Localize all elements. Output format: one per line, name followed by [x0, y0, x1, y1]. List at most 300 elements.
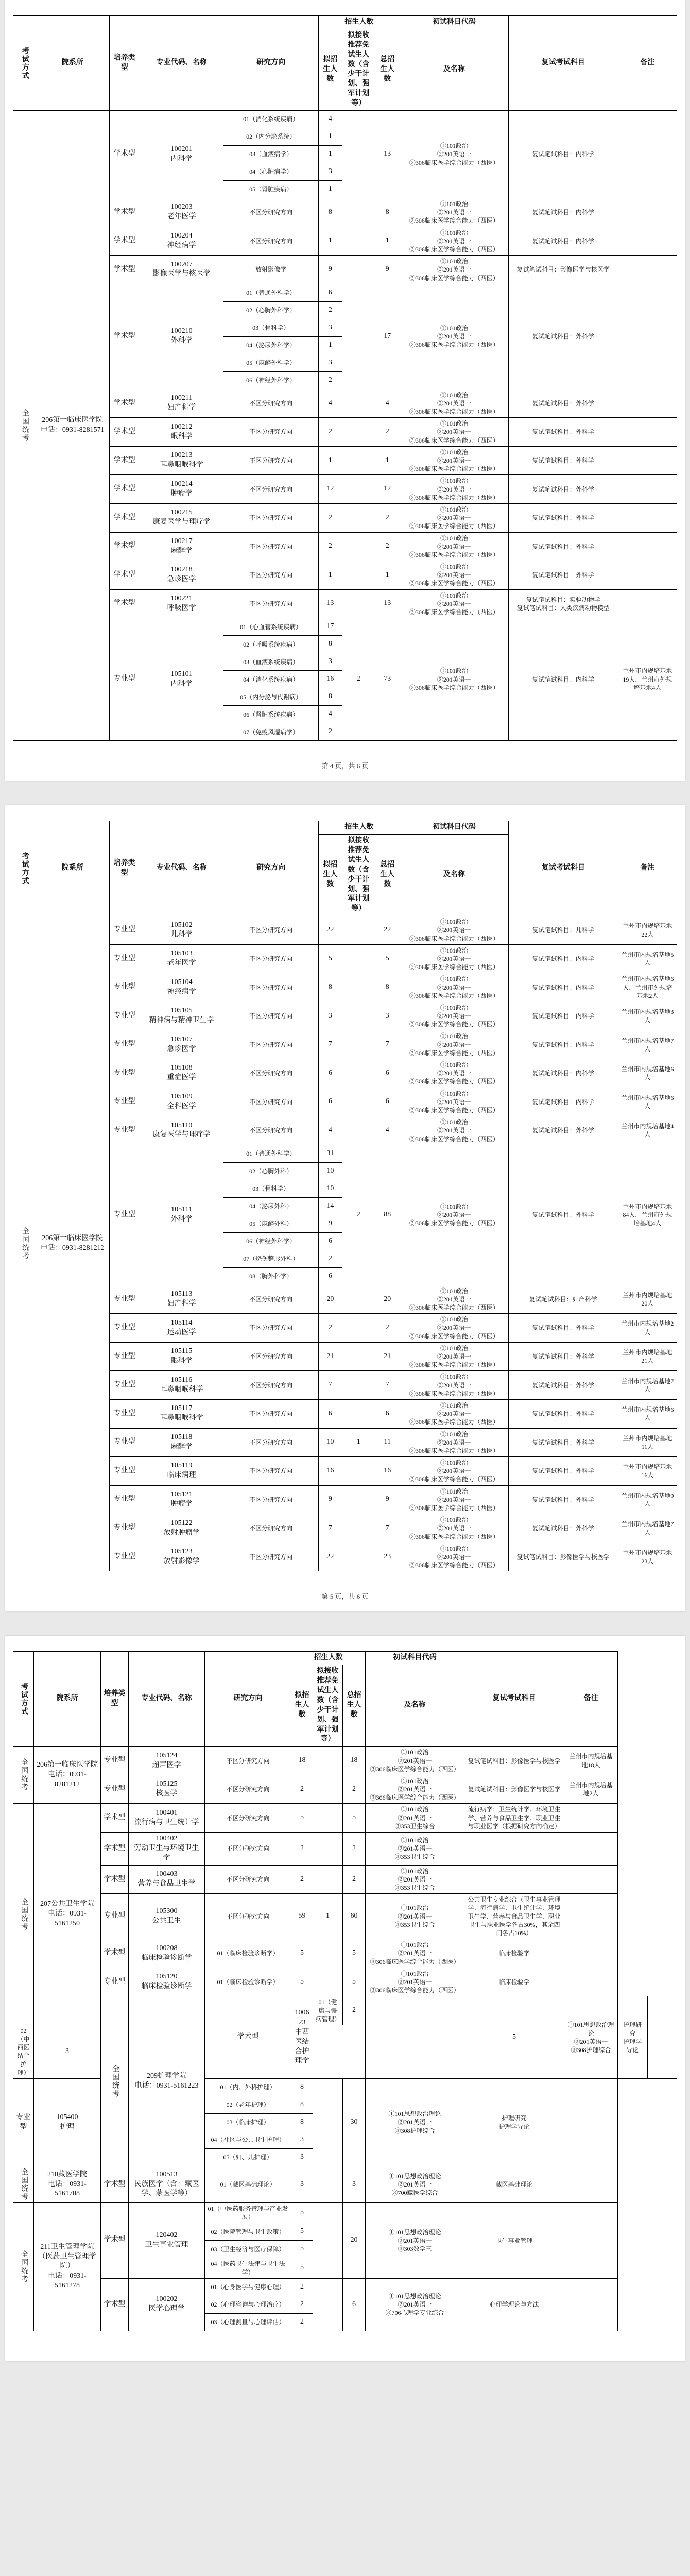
remarks-cell: [618, 475, 677, 504]
direction-cell: 不区分研究方向: [205, 1804, 291, 1833]
exam-subjects-cell: ①101政治 ②201英语一 ③306临床医学综合能力（西医）: [400, 561, 508, 590]
retest-cell: 复试笔试科目：内科学: [508, 227, 618, 256]
direction-cell: 不区分研究方向: [223, 446, 318, 475]
type-cell: 学术型: [109, 503, 140, 532]
plan-cell: 2: [318, 723, 342, 741]
direction-cell: 04（医药卫生法律与卫生法学）: [205, 2258, 291, 2278]
header-direction: 研究方向: [223, 821, 318, 916]
direction-cell: 06（肾脏系统疾病）: [223, 706, 318, 723]
type-cell: 学术型: [109, 256, 140, 284]
direction-cell: 不区分研究方向: [223, 389, 318, 418]
total-cell: 6: [375, 1399, 400, 1428]
remarks-cell: [564, 1939, 618, 1968]
direction-cell: 04（心脏病学）: [223, 163, 318, 181]
retest-cell: 护理研究 护理学导论: [464, 2079, 564, 2166]
plan-cell: 5: [291, 2258, 313, 2278]
retest-cell: 复试笔试科目：内科学: [508, 1030, 618, 1059]
exam-subjects-cell: ①101思想政治理论 ②201英语一 ③706心理学专业综合: [366, 2278, 464, 2331]
exam-subjects-cell: ①101思想政治理论 ②201英语一 ③308护理综合: [564, 1996, 618, 2079]
direction-cell: 不区分研究方向: [223, 1543, 318, 1571]
plan-cell: 5: [291, 2203, 313, 2223]
direction-cell: 04（泌尿外科学）: [223, 336, 318, 354]
direction-cell: 04（消化系统疾病）: [223, 671, 318, 688]
direction-cell: 04（泌尿外科）: [223, 1197, 318, 1215]
direction-cell: 不区分研究方向: [223, 1059, 318, 1088]
exempt-cell: [342, 973, 375, 1002]
direction-cell: 08（胸外科学）: [223, 1267, 318, 1285]
remarks-cell: [618, 418, 677, 447]
remarks-cell: [564, 2278, 618, 2331]
type-cell: 专业型: [101, 1747, 129, 1775]
exam-mode-cell: 全国统考: [13, 1804, 34, 2025]
major-cell: 100401 流行病与卫生统计学: [129, 1804, 205, 1833]
total-cell: 3: [343, 2166, 366, 2203]
direction-cell: 不区分研究方向: [223, 1399, 318, 1428]
major-cell: 100221 呼吸医学: [140, 589, 223, 618]
direction-cell: 01（消化系统疾病）: [223, 111, 318, 128]
table-row: [13, 1996, 677, 2025]
direction-cell: 不区分研究方向: [223, 1485, 318, 1514]
plan-cell: 7: [318, 1030, 342, 1059]
department-cell: 206第一临床医学院 电话：0931-8281212: [34, 1747, 101, 1804]
exempt-cell: 1: [313, 1894, 343, 1939]
remarks-cell: [618, 446, 677, 475]
total-cell: 2: [375, 532, 400, 561]
remarks-cell: [564, 1968, 618, 1996]
direction-cell: 07（烧伤整形外科）: [223, 1250, 318, 1267]
exempt-cell: [313, 2203, 343, 2279]
direction-cell: 05（妇、儿护理）: [205, 2149, 291, 2166]
direction-cell: 06（神经外科学）: [223, 1232, 318, 1250]
header-department: 院系所: [36, 16, 109, 111]
remarks-cell: 兰州市内规培基地6人，兰州市外规培基地2人: [618, 973, 677, 1002]
plan-cell: 2: [291, 1865, 313, 1894]
exam-subjects-cell: ①101政治 ②201英语一 ③306临床医学综合能力（西医）: [400, 944, 508, 973]
remarks-cell: 兰州市内规培基地2人: [564, 1775, 618, 1804]
major-cell: 105118 麻醉学: [140, 1428, 223, 1457]
major-cell: 100201 内科学: [140, 111, 223, 198]
exam-mode-cell: 全国统考: [13, 2203, 34, 2331]
remarks-cell: 兰州市内规培基地22人: [618, 916, 677, 945]
major-cell: 100214 肿瘤学: [140, 475, 223, 504]
table-row: [13, 618, 677, 636]
direction-cell: 02（老年护理）: [205, 2096, 291, 2114]
header-enroll: 招生人数: [318, 821, 400, 835]
exam-subjects-cell: ①101政治 ②201英语一 ③306临床医学综合能力（西医）: [400, 532, 508, 561]
exempt-cell: [342, 1342, 375, 1371]
direction-cell: 01（中医药服务管理与产业发展）: [205, 2203, 291, 2223]
exempt-cell: [342, 561, 375, 590]
plan-cell: 5: [291, 1939, 313, 1968]
direction-cell: 不区分研究方向: [223, 227, 318, 256]
plan-cell: 9: [318, 1485, 342, 1514]
remarks-cell: [647, 1996, 677, 2079]
retest-cell: 卫生事业管理: [464, 2203, 564, 2279]
total-cell: 20: [343, 2203, 366, 2279]
direction-cell: 02（心胸外科）: [223, 1162, 318, 1180]
remarks-cell: 兰州市内规培基地20人: [618, 1285, 677, 1314]
major-cell: 105122 放射肿瘤学: [140, 1514, 223, 1543]
exam-subjects-cell: ①101政治 ②201英语一 ③306临床医学综合能力（西医）: [400, 1002, 508, 1030]
exempt-cell: [342, 1285, 375, 1314]
exempt-cell: [342, 1485, 375, 1514]
remarks-cell: 兰州市内规培基地16人: [618, 1457, 677, 1486]
header-exempt: 拟接收推荐免试生人数（含少干计划、强军计划等）: [313, 1665, 343, 1747]
header-department: 院系所: [34, 1652, 101, 1747]
header-enroll: 招生人数: [291, 1652, 366, 1665]
table-row: [13, 227, 677, 256]
plan-cell: 5: [291, 1804, 313, 1833]
table-row: [13, 1514, 677, 1543]
exempt-cell: [342, 1514, 375, 1543]
plan-cell: 59: [291, 1894, 313, 1939]
exempt-cell: [313, 1939, 343, 1968]
plan-cell: 1: [318, 336, 342, 354]
type-cell: 专业型: [109, 916, 140, 945]
plan-cell: 17: [318, 618, 342, 636]
plan-cell: 18: [291, 1747, 313, 1775]
direction-cell: 01（健康与慢病管理）: [313, 1996, 343, 2025]
remarks-cell: 兰州市内规培基地6人: [618, 1059, 677, 1088]
exam-subjects-cell: ①101政治 ②201英语一 ③353卫生综合: [366, 1804, 464, 1833]
exempt-cell: [342, 1088, 375, 1116]
retest-cell: 心理学理论与方法: [464, 2278, 564, 2331]
remarks-cell: [564, 1804, 618, 1833]
plan-cell: 2: [291, 1775, 313, 1804]
remarks-cell: [618, 589, 677, 618]
major-cell: 100213 耳鼻咽喉科学: [140, 446, 223, 475]
header-total: 总招生人数: [375, 29, 400, 110]
direction-cell: 不区分研究方向: [223, 1088, 318, 1116]
header-total: 总招生人数: [343, 1665, 366, 1747]
page-footer: 第 5 页，共 6 页: [321, 1592, 369, 1601]
total-cell: 7: [375, 1371, 400, 1400]
plan-cell: 4: [318, 1116, 342, 1145]
page-sheet: [5, 1636, 685, 2361]
header-exempt: 拟接收推荐免试生人数（含少干计划、强军计划等）: [342, 835, 375, 916]
exam-subjects-cell: ①101政治 ②201英语一 ③306临床医学综合能力（西医）: [400, 1514, 508, 1543]
exempt-cell: [342, 284, 375, 389]
total-cell: 2: [375, 1314, 400, 1343]
table-row: [13, 532, 677, 561]
direction-cell: 不区分研究方向: [223, 532, 318, 561]
retest-cell: 临床检验学: [464, 1939, 564, 1968]
exempt-cell: [313, 1804, 343, 1833]
exempt-cell: [313, 1833, 343, 1866]
type-cell: 专业型: [109, 1116, 140, 1145]
retest-cell: 复试笔试科目：外科学: [508, 1514, 618, 1543]
exempt-cell: [313, 1747, 343, 1775]
plan-cell: 3: [318, 653, 342, 671]
remarks-cell: 兰州市内规培基地2人: [618, 1314, 677, 1343]
type-cell: 学术型: [101, 2278, 129, 2331]
direction-cell: 不区分研究方向: [223, 503, 318, 532]
plan-cell: 4: [318, 706, 342, 723]
exempt-cell: [342, 111, 375, 198]
exempt-cell: [313, 1775, 343, 1804]
exam-subjects-cell: ①101思想政治理论 ②201英语一 ③308护理综合: [366, 2079, 464, 2166]
type-cell: 学术型: [101, 1865, 129, 1894]
plan-cell: 4: [318, 389, 342, 418]
direction-cell: 02（中西医结合护理）: [13, 2025, 34, 2078]
type-cell: 专业型: [13, 2079, 34, 2166]
exempt-cell: [342, 1002, 375, 1030]
exam-subjects-cell: ①101政治 ②201英语一 ③306临床医学综合能力（西医）: [400, 389, 508, 418]
exam-subjects-cell: ①101政治 ②201英语一 ③306临床医学综合能力（西医）: [400, 1485, 508, 1514]
plan-cell: 1: [318, 446, 342, 475]
type-cell: 学术型: [101, 1833, 129, 1866]
retest-cell: 复试笔试科目：外科学: [508, 503, 618, 532]
remarks-cell: 兰州市内规培基地7人: [618, 1514, 677, 1543]
type-cell: 学术型: [109, 389, 140, 418]
table-row: [13, 1002, 677, 1030]
table-row: [13, 2166, 677, 2203]
exempt-cell: [342, 1059, 375, 1088]
direction-cell: 不区分研究方向: [223, 1002, 318, 1030]
plan-cell: 2: [291, 2313, 313, 2331]
direction-cell: 01（临床检验诊断学）: [205, 1939, 291, 1968]
type-cell: 专业型: [109, 1285, 140, 1314]
type-cell: 学术型: [109, 446, 140, 475]
major-cell: 100402 劳动卫生与环境卫生学: [129, 1833, 205, 1866]
retest-cell: 复试笔试科目：外科学: [508, 1314, 618, 1343]
header-major: 专业代码、名称: [140, 821, 223, 916]
exempt-cell: [313, 2166, 343, 2203]
major-cell: 120402 卫生事业管理: [129, 2203, 205, 2279]
admissions-table: [13, 15, 677, 741]
exam-subjects-cell: ①101政治 ②201英语一 ③306临床医学综合能力（西医）: [400, 1314, 508, 1343]
remarks-cell: [564, 2079, 618, 2166]
table-row: [13, 1894, 677, 1939]
header-plan: 拟招生人数: [291, 1665, 313, 1747]
total-cell: 8: [375, 973, 400, 1002]
header-exam-subjects-sub: 及名称: [400, 29, 508, 110]
exempt-cell: [342, 916, 375, 945]
retest-cell: 复试笔试科目：内科学: [508, 1002, 618, 1030]
type-cell: 专业型: [109, 1342, 140, 1371]
direction-cell: 03（卫生经济与医疗保障）: [205, 2241, 291, 2258]
major-cell: 100623 中西医结合护理学: [291, 1996, 313, 2079]
direction-cell: 02（内分泌系统）: [223, 128, 318, 146]
header-exam-subjects: 初试科目代码: [400, 16, 508, 29]
exam-subjects-cell: ①101政治 ②201英语一 ③353卫生综合: [366, 1833, 464, 1866]
exempt-cell: [342, 589, 375, 618]
retest-cell: 复试笔试科目：外科学: [508, 418, 618, 447]
plan-cell: 14: [318, 1197, 342, 1215]
retest-cell: 复试笔试科目：外科学: [508, 1371, 618, 1400]
table-row: [13, 198, 677, 227]
table-row: [13, 475, 677, 504]
total-cell: 73: [375, 618, 400, 741]
direction-cell: 05（内分泌与代谢病）: [223, 688, 318, 706]
plan-cell: 4: [318, 111, 342, 128]
table-row: [13, 1457, 677, 1486]
plan-cell: 2: [318, 371, 342, 389]
major-cell: 100207 影像医学与核医学: [140, 256, 223, 284]
exempt-cell: [342, 418, 375, 447]
table-row: [13, 1428, 677, 1457]
table-row: [13, 1285, 677, 1314]
exempt-cell: [366, 1996, 464, 2079]
remarks-cell: [618, 256, 677, 284]
type-cell: 专业型: [101, 1775, 129, 1804]
plan-cell: 16: [318, 671, 342, 688]
plan-cell: 3: [34, 2025, 101, 2078]
type-cell: 专业型: [109, 1371, 140, 1400]
table-row: [13, 1833, 677, 1866]
total-cell: 1: [375, 561, 400, 590]
plan-cell: 1: [318, 227, 342, 256]
direction-cell: 02（呼吸系统疾病）: [223, 636, 318, 653]
plan-cell: 2: [291, 1833, 313, 1866]
retest-cell: 复试笔试科目：外科学: [508, 1116, 618, 1145]
header-plan: 拟招生人数: [318, 835, 342, 916]
plan-cell: 31: [318, 1145, 342, 1162]
exam-subjects-cell: ①101政治 ②201英语一 ③306临床医学综合能力（西医）: [400, 111, 508, 198]
header-type: 培养类型: [109, 16, 140, 111]
table-row: [13, 1342, 677, 1371]
retest-cell: 复试笔试科目：外科学: [508, 1342, 618, 1371]
exempt-cell: [342, 1399, 375, 1428]
direction-cell: 05（麻醉外科学）: [223, 354, 318, 371]
major-cell: 100403 营养与食品卫生学: [129, 1865, 205, 1894]
exempt-cell: 2: [342, 618, 375, 741]
department-cell: 206第一临床医学院 电话：0931-8281571: [36, 111, 109, 741]
plan-cell: 22: [318, 1543, 342, 1571]
remarks-cell: [618, 227, 677, 256]
remarks-cell: 兰州市内规培基地23人: [618, 1543, 677, 1571]
total-cell: 13: [375, 589, 400, 618]
remarks-cell: 兰州市内规培基地19人，兰州市外规培基地4人: [618, 618, 677, 741]
table-row: [13, 1485, 677, 1514]
major-cell: 105107 急诊医学: [140, 1030, 223, 1059]
header-exam-subjects: 初试科目代码: [400, 821, 508, 835]
remarks-cell: [564, 2166, 618, 2203]
table-row: [13, 1371, 677, 1400]
direction-cell: 05（肾脏疾病）: [223, 181, 318, 198]
exempt-cell: [342, 1543, 375, 1571]
exempt-cell: 1: [342, 1428, 375, 1457]
table-row: [13, 1399, 677, 1428]
plan-cell: 6: [318, 1399, 342, 1428]
type-cell: 专业型: [109, 1428, 140, 1457]
major-cell: 105117 耳鼻咽喉科学: [140, 1399, 223, 1428]
exam-subjects-cell: ①101政治 ②201英语一 ③306临床医学综合能力（西医）: [400, 1543, 508, 1571]
remarks-cell: 兰州市内规培基地3人: [618, 1002, 677, 1030]
direction-cell: 不区分研究方向: [223, 1285, 318, 1314]
type-cell: 专业型: [109, 1002, 140, 1030]
plan-cell: 2: [318, 503, 342, 532]
retest-cell: 复试笔试科目：外科学: [508, 389, 618, 418]
exempt-cell: [342, 389, 375, 418]
total-cell: 5: [343, 1968, 366, 1996]
total-cell: 11: [375, 1428, 400, 1457]
table-row: [13, 973, 677, 1002]
major-cell: 100212 眼科学: [140, 418, 223, 447]
direction-cell: 01（心血管系统疾病）: [223, 618, 318, 636]
total-cell: 8: [375, 198, 400, 227]
plan-cell: 8: [318, 973, 342, 1002]
plan-cell: 2: [291, 2296, 313, 2313]
direction-cell: 01（心身医学与健康心理）: [205, 2278, 291, 2296]
type-cell: 学术型: [109, 475, 140, 504]
table-row: [13, 1088, 677, 1116]
department-cell: 209护理学院 电话：0931-5161223: [129, 1996, 205, 2166]
remarks-cell: [618, 111, 677, 198]
exempt-cell: [342, 227, 375, 256]
direction-cell: 03（血液系统疾病）: [223, 653, 318, 671]
total-cell: 7: [375, 1514, 400, 1543]
exam-mode-cell: 全国统考: [13, 916, 36, 1571]
total-cell: 7: [375, 1030, 400, 1059]
header-exam-subjects: 初试科目代码: [366, 1652, 464, 1665]
exempt-cell: [313, 2278, 343, 2331]
total-cell: 4: [375, 389, 400, 418]
total-cell: 5: [464, 1996, 564, 2079]
table-row: [13, 389, 677, 418]
header-direction: 研究方向: [205, 1652, 291, 1747]
type-cell: 专业型: [109, 1485, 140, 1514]
header-exam-mode: 考试方式: [13, 821, 36, 916]
total-cell: 6: [343, 2278, 366, 2331]
remarks-cell: [564, 2203, 618, 2279]
table-row: [13, 2203, 677, 2223]
exam-subjects-cell: ①101政治 ②201英语一 ③306临床医学综合能力（西医）: [400, 227, 508, 256]
direction-cell: 不区分研究方向: [223, 1514, 318, 1543]
table-row: [13, 1116, 677, 1145]
major-cell: 100218 急诊医学: [140, 561, 223, 590]
direction-cell: 03（骨科学）: [223, 319, 318, 336]
header-major: 专业代码、名称: [129, 1652, 205, 1747]
type-cell: 专业型: [109, 944, 140, 973]
plan-cell: 6: [318, 284, 342, 301]
plan-cell: 2: [318, 418, 342, 447]
direction-cell: 06（神经外科学）: [223, 371, 318, 389]
remarks-cell: [618, 561, 677, 590]
page-sheet: [5, 805, 685, 1611]
plan-cell: 13: [318, 589, 342, 618]
total-cell: 4: [375, 1116, 400, 1145]
exam-subjects-cell: ①101政治 ②201英语一 ③306临床医学综合能力（西医）: [366, 1775, 464, 1804]
total-cell: 2: [375, 503, 400, 532]
direction-cell: 不区分研究方向: [223, 198, 318, 227]
retest-cell: 复试笔试科目：外科学: [508, 1145, 618, 1285]
plan-cell: 20: [318, 1285, 342, 1314]
major-cell: 105111 外科学: [140, 1145, 223, 1285]
header-major: 专业代码、名称: [140, 16, 223, 111]
exempt-cell: [342, 198, 375, 227]
plan-cell: 8: [291, 2096, 313, 2114]
major-cell: 105119 临床病理: [140, 1457, 223, 1486]
table-row: [13, 944, 677, 973]
exam-subjects-cell: ①101政治 ②201英语一 ③306临床医学综合能力（西医）: [400, 1059, 508, 1088]
major-cell: 105400 护理: [34, 2079, 101, 2166]
table-row: [13, 1865, 677, 1894]
table-row: [13, 1543, 677, 1571]
exam-mode-cell: 全国统考: [13, 111, 36, 741]
plan-cell: 8: [291, 2114, 313, 2131]
total-cell: 5: [375, 944, 400, 973]
type-cell: 学术型: [109, 284, 140, 389]
exam-subjects-cell: ①101政治 ②201英语一 ③306临床医学综合能力（西医）: [400, 284, 508, 389]
header-type: 培养类型: [109, 821, 140, 916]
retest-cell: 复试笔试科目：外科学: [508, 561, 618, 590]
total-cell: 16: [375, 1457, 400, 1486]
retest-cell: 复试笔试科目：影像医学与核医学: [508, 256, 618, 284]
retest-cell: 复试笔试科目：外科学: [508, 284, 618, 389]
plan-cell: 5: [291, 1968, 313, 1996]
exempt-cell: [313, 1968, 343, 1996]
